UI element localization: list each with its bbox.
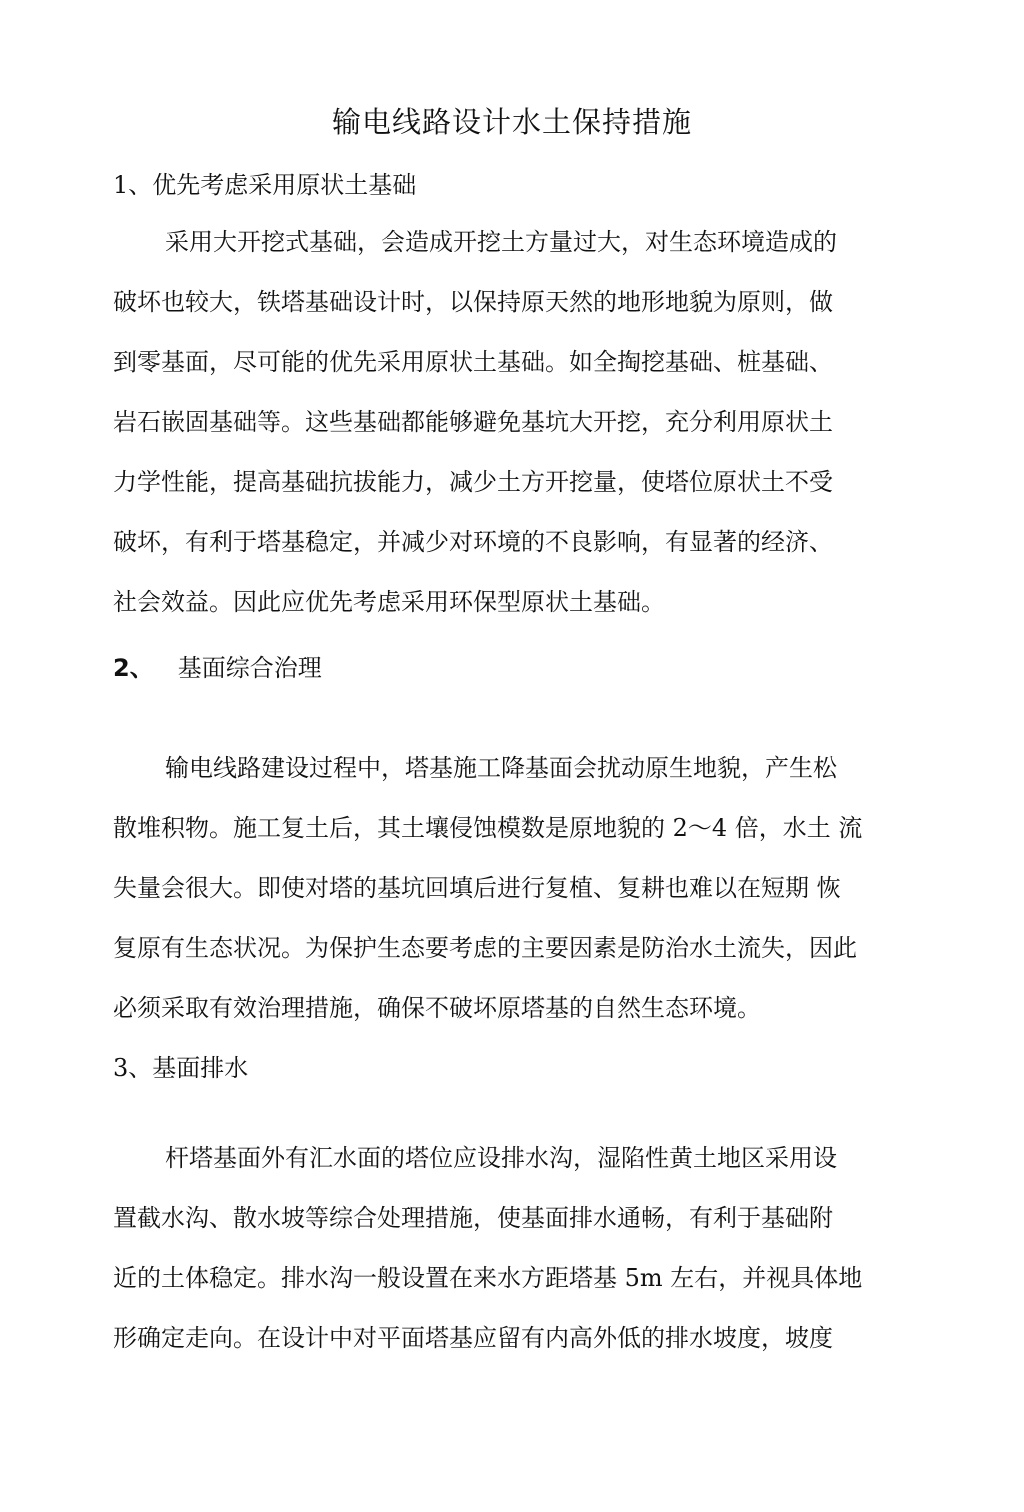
paragraph-line: 输电线路建设过程中，塔基施工降基面会扰动原生地貌，产生松: [165, 754, 837, 782]
section-3-heading: 3、基面排水: [113, 1054, 249, 1082]
paragraph-line: 力学性能，提高基础抗拔能力，减少土方开挖量，使塔位原状土不受: [113, 468, 833, 496]
paragraph-line: 采用大开挖式基础，会造成开挖土方量过大，对生态环境造成的: [165, 228, 837, 256]
paragraph-line: 置截水沟、散水坡等综合处理措施，使基面排水通畅，有利于基础附: [113, 1204, 833, 1232]
paragraph-line: 到零基面，尽可能的优先采用原状土基础。如全掏挖基础、桩基础、: [113, 348, 833, 376]
paragraph-line: 社会效益。因此应优先考虑采用环保型原状土基础。: [113, 588, 665, 616]
paragraph-line: 复原有生态状况。为保护生态要考虑的主要因素是防治水土流失，因此: [113, 934, 857, 962]
document-title: 输电线路设计水土保持措施: [331, 105, 692, 139]
paragraph-line: 破坏，有利于塔基稳定，并减少对环境的不良影响，有显著的经济、: [113, 528, 833, 556]
paragraph-line: 必须采取有效治理措施，确保不破坏原塔基的自然生态环境。: [113, 994, 761, 1022]
section-1-paragraph: [113, 212, 913, 632]
section-1-heading: 1、优先考虑采用原状土基础: [113, 171, 417, 199]
paragraph-line: 岩石嵌固基础等。这些基础都能够避免基坑大开挖，充分利用原状土: [113, 408, 833, 436]
section-2-title: 基面综合治理: [177, 654, 322, 682]
section-2-paragraph: [113, 738, 913, 1038]
section-2-heading: [113, 650, 322, 686]
paragraph-line: 近的土体稳定。排水沟一般设置在来水方距塔基 5m 左右，并视具体地: [113, 1264, 863, 1292]
paragraph-line: 散堆积物。施工复土后，其土壤侵蚀模数是原地貌的 2～4 倍，水土 流: [113, 814, 863, 842]
paragraph-line: 破坏也较大，铁塔基础设计时，以保持原天然的地形地貌为原则，做: [113, 288, 833, 316]
paragraph-line: 失量会很大。即使对塔的基坑回填后进行复植、复耕也难以在短期 恢: [113, 874, 841, 902]
section-2-number: 2、: [113, 654, 154, 682]
section-3-paragraph: [113, 1128, 913, 1368]
paragraph-line: 形确定走向。在设计中对平面塔基应留有内高外低的排水坡度，坡度: [113, 1324, 833, 1352]
paragraph-line: 杆塔基面外有汇水面的塔位应设排水沟，湿陷性黄土地区采用设: [165, 1144, 837, 1172]
